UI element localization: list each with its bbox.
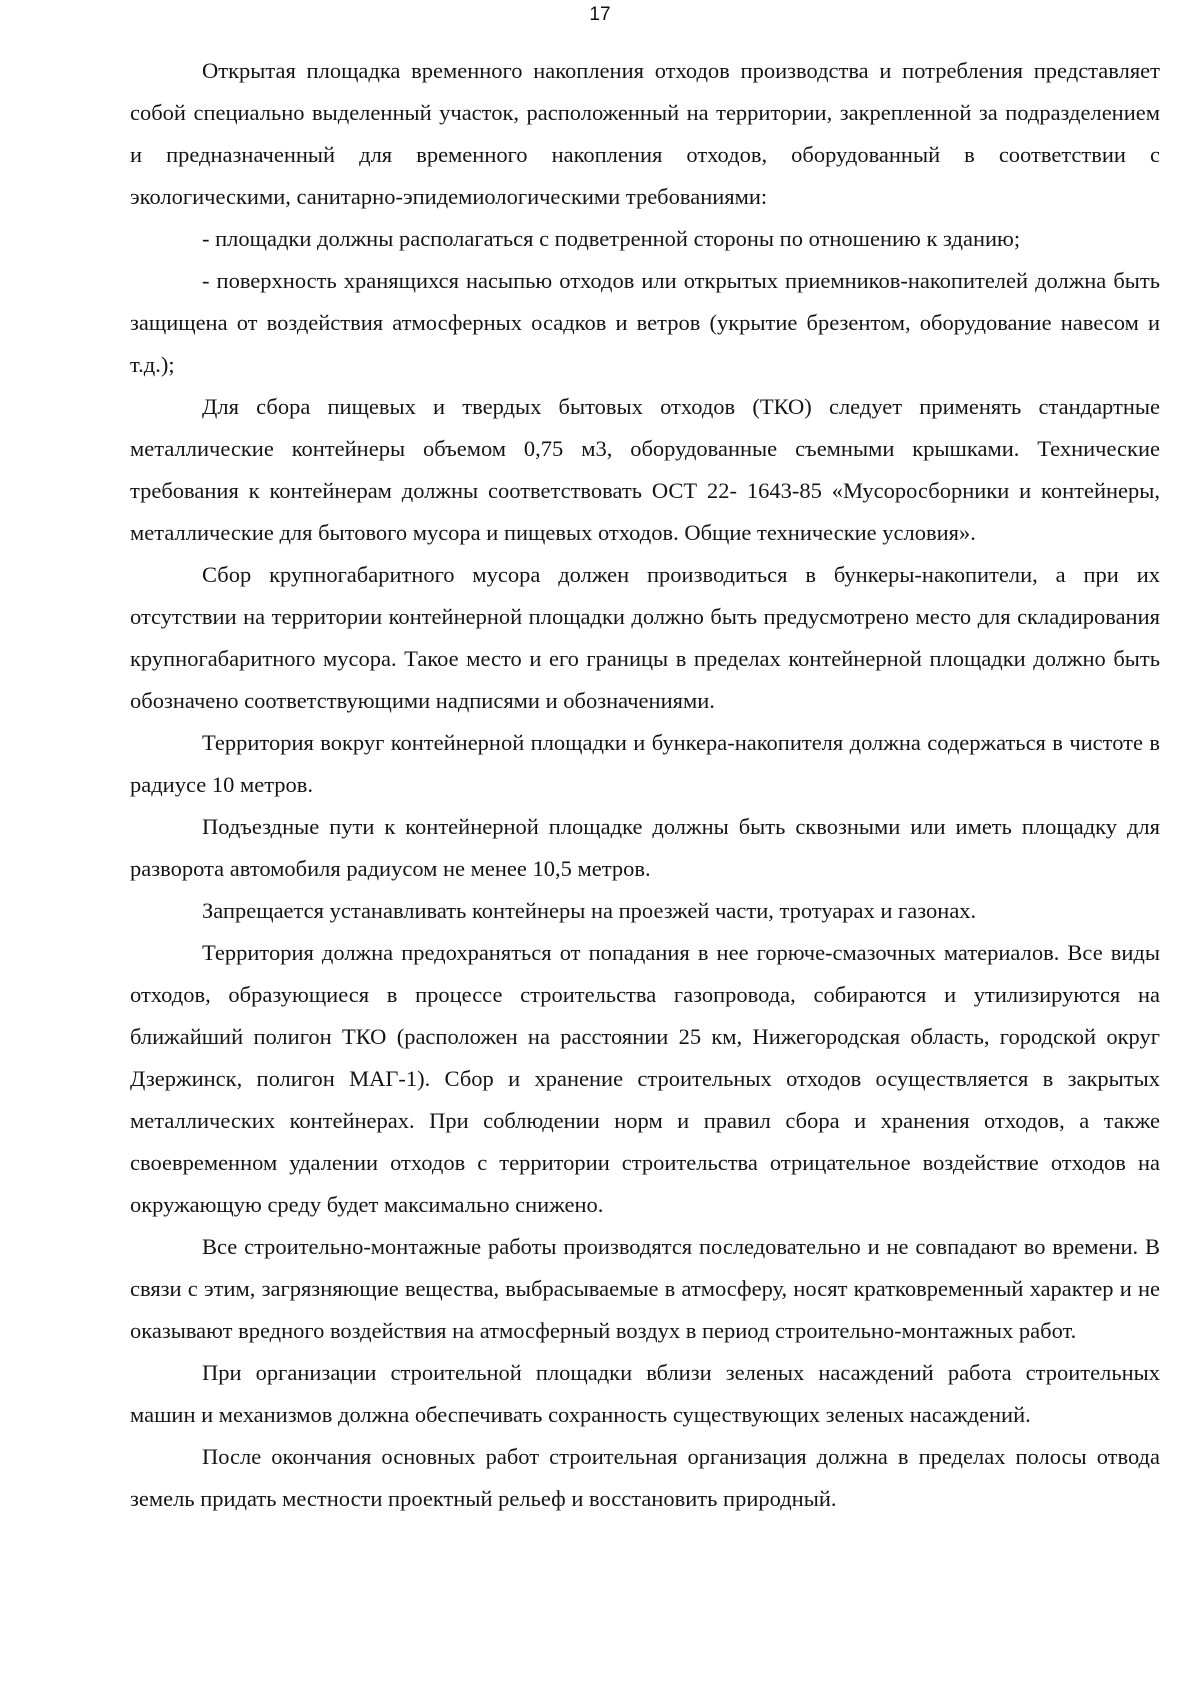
document-body: [130, 50, 1160, 1520]
paragraph-construction-works: Все строительно-монтажные работы производятся последовательно и не совпадают во времени. В связи с этим, загрязняющие вещества, выбрасываемые в атмосферу, носят кратковременный характер и не оказывают вредного воздействия на атмосферный воздух в период строительно-монтажных работ.: [130, 1234, 1160, 1343]
paragraph-open-site: Открытая площадка временного накопления отходов производства и потребления представляет собой специально выделенный участок, расположенный на территории, закрепленной за подразделением и предназначенный для временного накопления отходов, оборудованный в соответствии с экологическими, санитарно-эпидемиологическими требованиями:: [130, 58, 1160, 209]
paragraph-leeward: - площадки должны располагаться с подветренной стороны по отношению к зданию;: [202, 226, 1021, 251]
paragraph-containers: Для сбора пищевых и твердых бытовых отходов (ТКО) следует применять стандартные металлические контейнеры объемом 0,75 м3, оборудованные съемными крышками. Технические требования к контейнерам должны соответствовать ОСТ 22- 1643-85 «Мусоросборники и контейнеры, металлические для бытового мусора и пищевых отходов. Общие технические условия».: [130, 394, 1160, 545]
paragraph-protection: - поверхность хранящихся насыпью отходов или открытых приемников-накопителей должна быть защищена от воздействия атмосферных осадков и ветров (укрытие брезентом, оборудование навесом и т.д.);: [130, 268, 1160, 377]
paragraph-territory-clean: Территория вокруг контейнерной площадки и бункера-накопителя должна содержаться в чистоте в радиусе 10 метров.: [130, 730, 1160, 797]
paragraph-access-roads: Подъездные пути к контейнерной площадке должны быть сквозными или иметь площадку для разворота автомобиля радиусом не менее 10,5 метров.: [130, 814, 1160, 881]
paragraph-green-areas: При организации строительной площадки вблизи зеленых насаждений работа строительных машин и механизмов должна обеспечивать сохранность существующих зеленых насаждений.: [130, 1360, 1160, 1427]
paragraph-bulky-waste: Сбор крупногабаритного мусора должен производиться в бункеры-накопители, а при их отсутствии на территории контейнерной площадки должно быть предусмотрено место для складирования крупногабаритного мусора. Такое место и его границы в пределах контейнерной площадки должно быть обозначено соответствующими надписями и обозначениями.: [130, 562, 1160, 713]
paragraph-restoration: После окончания основных работ строительная организация должна в пределах полосы отвода земель придать местности проектный рельеф и восстановить природный.: [130, 1444, 1160, 1511]
paragraph-prohibition: Запрещается устанавливать контейнеры на проезжей части, тротуарах и газонах.: [202, 898, 977, 923]
paragraph-waste-disposal: Территория должна предохраняться от попадания в нее горюче-смазочных материалов. Все виды отходов, образующиеся в процессе строительства газопровода, собираются и утилизируются на ближайший полигон ТКО (расположен на расстоянии 25 км, Нижегородская область, городской округ Дзержинск, полигон МАГ-1). Сбор и хранение строительных отходов осуществляется в закрытых металлических контейнерах. При соблюдении норм и правил сбора и хранения отходов, а также своевременном удалении отходов с территории строительства отрицательное воздействие отходов на окружающую среду будет максимально снижено.: [130, 940, 1160, 1217]
page-number: 17: [589, 4, 611, 25]
